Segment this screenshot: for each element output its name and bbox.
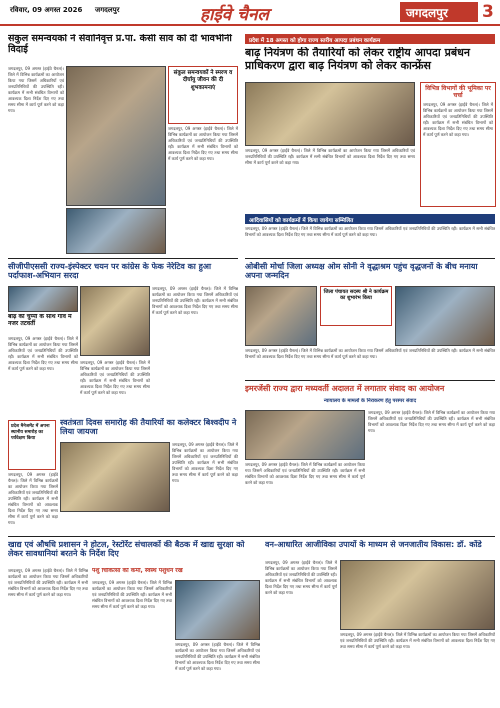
highlight-strip: आदिवासियों को कार्यक्रमों में किया जायेगा सम्मिलित — [245, 214, 495, 224]
flood-body: जगदलपुर, 09 अगस्त (हाईवे चैनल)। जिले में विभिन्न कार्यक्रमों का आयोजन किया गया जिसमें अधिकारियों एवं जनप्रतिनिधियों की उपस्थिति रही। कार्यक्रम में सभी संबंधित विभागों को आवश्यक दिशा निर्देश दिए गए तथा समय सीमा में कार्य पूर्ण करने को कहा गया। — [8, 336, 78, 371]
article-left-photo-1 — [66, 66, 166, 206]
side-box — [420, 82, 496, 207]
food-body-2: जगदलपुर, 09 अगस्त (हाईवे चैनल)। जिले में विभिन्न कार्यक्रमों का आयोजन किया गया जिसमें अधिकारियों एवं जनप्रतिनिधियों की उपस्थिति रही। कार्यक्रम में सभी संबंधित विभागों को आवश्यक दिशा निर्देश दिए गए तथा समय सीमा में कार्य पूर्ण करने को कहा गया। — [175, 642, 260, 671]
headline-tribal: वन-आधारित आजीविका उपायों के माध्यम से जनजातीय विकास: डॉ. कोंडे — [265, 540, 482, 549]
headline-food: खाद्य एवं औषधि प्रशासन ने होटल, रेस्टोरेंट संचालकों की बैठक में खाद्य सुरक्षा को लेकर सावधानियां बरतने के निर्देश दिए — [8, 540, 245, 559]
masthead-label: जगदलपुर — [400, 2, 478, 22]
edition-city: जगदलपुर — [95, 6, 120, 14]
headline-flood-small: बाढ़ की चुप्पी के साथ गांव में नजर तटवर्ती — [8, 314, 72, 327]
article-left-body: जगदलपुर, 09 अगस्त (हाईवे चैनल)। जिले में विभिन्न कार्यक्रमों का आयोजन किया गया जिसमें अधिकारियों एवं जनप्रतिनिधियों की उपस्थिति रही। कार्यक्रम में सभी संबंधित विभागों को आवश्यक दिशा निर्देश दिए गए तथा समय सीमा में कार्य पूर्ण करने को कहा गया। — [8, 66, 64, 113]
pullquote-box: संकुल समन्वयकों ने स्मरण व दीर्घायु जीवन की दी शुभकामनाएं — [168, 66, 238, 124]
page-number: 3 — [482, 2, 494, 22]
tribal-photo — [340, 560, 495, 630]
food-body: जगदलपुर, 09 अगस्त (हाईवे चैनल)। जिले में विभिन्न कार्यक्रमों का आयोजन किया गया जिसमें अधिकारियों एवं जनप्रतिनिधियों की उपस्थिति रही। कार्यक्रम में सभी संबंधित विभागों को आवश्यक दिशा निर्देश दिए गए तथा समय सीमा में कार्य पूर्ण करने को कहा गया। — [8, 568, 88, 597]
divider — [8, 536, 495, 537]
obc-body: जगदलपुर, 09 अगस्त (हाईवे चैनल)। जिले में विभिन्न कार्यक्रमों का आयोजन किया गया जिसमें अधिकारियों एवं जनप्रतिनिधियों की उपस्थिति रही। कार्यक्रम में सभी संबंधित विभागों को आवश्यक दिशा निर्देश दिए गए तथा समय सीमा में कार्य पूर्ण करने को कहा गया। — [245, 348, 495, 359]
divider — [245, 380, 495, 381]
page-header — [0, 0, 500, 26]
headline-cbi: सीजीपीएससी राज्य-इंस्पेक्टर चयन पर कांग्रेस के फेक नेरेटिव का हुआ पर्दाफाश-अभियान सरदा — [8, 262, 212, 281]
tribal-body: जगदलपुर, 09 अगस्त (हाईवे चैनल)। जिले में विभिन्न कार्यक्रमों का आयोजन किया गया जिसमें अधिकारियों एवं जनप्रतिनिधियों की उपस्थिति रही। कार्यक्रम में सभी संबंधित विभागों को आवश्यक दिशा निर्देश दिए गए तथा समय सीमा में कार्य पूर्ण करने को कहा गया। — [265, 560, 337, 595]
side-box-body: जगदलपुर, 09 अगस्त (हाईवे चैनल)। जिले में विभिन्न कार्यक्रमों का आयोजन किया गया जिसमें अधिकारियों एवं जनप्रतिनिधियों की उपस्थिति रही। कार्यक्रम में सभी संबंधित विभागों को आवश्यक दिशा निर्देश दिए गए तथा समय सीमा में कार्य पूर्ण करने को कहा गया। — [423, 102, 493, 138]
conference-photo — [245, 82, 415, 146]
obc-photo-2 — [395, 286, 495, 346]
article-left-body-2: जगदलपुर, 09 अगस्त (हाईवे चैनल)। जिले में विभिन्न कार्यक्रमों का आयोजन किया गया जिसमें अधिकारियों एवं जनप्रतिनिधियों की उपस्थिति रही। कार्यक्रम में सभी संबंधित विभागों को आवश्यक दिशा निर्देश दिए गए तथा समय सीमा में कार्य पूर्ण करने को कहा गया। — [168, 126, 238, 161]
headline-independence: स्वतंत्रता दिवस समारोह की तैयारियों का कलेक्टर बिश्वदीप ने लिया जायजा — [60, 418, 237, 437]
indep-body-2: जगदलपुर, 09 अगस्त (हाईवे चैनल)। जिले में विभिन्न कार्यक्रमों का आयोजन किया गया जिसमें अधिकारियों एवं जनप्रतिनिधियों की उपस्थिति रही। कार्यक्रम में सभी संबंधित विभागों को आवश्यक दिशा निर्देश दिए गए तथा समय सीमा में कार्य पूर्ण करने को कहा गया। — [8, 472, 58, 525]
obc-side-note: जिला पंचायत सदस्य श्री ने कार्यक्रम का शुभारंभ किया — [320, 286, 392, 326]
cbi-body-2: जगदलपुर, 09 अगस्त (हाईवे चैनल)। जिले में विभिन्न कार्यक्रमों का आयोजन किया गया जिसमें अधिकारियों एवं जनप्रतिनिधियों की उपस्थिति रही। कार्यक्रम में सभी संबंधित विभागों को आवश्यक दिशा निर्देश दिए गए तथा समय सीमा में कार्य पूर्ण करने को कहा गया। — [80, 360, 150, 395]
court-body: जगदलपुर, 09 अगस्त (हाईवे चैनल)। जिले में विभिन्न कार्यक्रमों का आयोजन किया गया जिसमें अधिकारियों एवं जनप्रतिनिधियों की उपस्थिति रही। कार्यक्रम में सभी संबंधित विभागों को आवश्यक दिशा निर्देश दिए गए तथा समय सीमा में कार्य पूर्ण करने को कहा गया। — [368, 410, 495, 433]
issue-date: रविवार, 09 अगस्त 2026 — [10, 6, 83, 14]
cbi-body: जगदलपुर, 09 अगस्त (हाईवे चैनल)। जिले में विभिन्न कार्यक्रमों का आयोजन किया गया जिसमें अधिकारियों एवं जनप्रतिनिधियों की उपस्थिति रही। कार्यक्रम में सभी संबंधित विभागों को आवश्यक दिशा निर्देश दिए गए तथा समय सीमा में कार्य पूर्ण करने को कहा गया। — [152, 286, 238, 315]
gender-body: जगदलपुर, 09 अगस्त (हाईवे चैनल)। जिले में विभिन्न कार्यक्रमों का आयोजन किया गया जिसमें अधिकारियों एवं जनप्रतिनिधियों की उपस्थिति रही। कार्यक्रम में सभी संबंधित विभागों को आवश्यक दिशा निर्देश दिए गए तथा समय सीमा में कार्य पूर्ण करने को कहा गया। — [92, 580, 172, 609]
headline-gender: पशु चिकित्सा की कमी, स्वस्थ पशुधन रखें — [92, 568, 183, 574]
conference-body: जगदलपुर, 09 अगस्त (हाईवे चैनल)। जिले में विभिन्न कार्यक्रमों का आयोजन किया गया जिसमें अधिकारियों एवं जनप्रतिनिधियों की उपस्थिति रही। कार्यक्रम में सभी संबंधित विभागों को आवश्यक दिशा निर्देश दिए गए तथा समय सीमा में कार्य पूर्ण करने को कहा गया। — [245, 148, 415, 165]
side-box-title: विभिन्न विभागों की भूमिका पर चर्चा — [425, 85, 491, 100]
headline-left: संकुल समन्वयकों ने सेवानिवृत्त प्र.पा. केसी साव को दी भावभीनी विदाई — [8, 34, 232, 55]
divider — [245, 258, 495, 259]
indep-body: जगदलपुर, 09 अगस्त (हाईवे चैनल)। जिले में विभिन्न कार्यक्रमों का आयोजन किया गया जिसमें अधिकारियों एवं जनप्रतिनिधियों की उपस्थिति रही। कार्यक्रम में सभी संबंधित विभागों को आवश्यक दिशा निर्देश दिए गए तथा समय सीमा में कार्य पूर्ण करने को कहा गया। — [172, 442, 238, 483]
cbi-portrait — [80, 286, 150, 356]
tribal-body-2: जगदलपुर, 09 अगस्त (हाईवे चैनल)। जिले में विभिन्न कार्यक्रमों का आयोजन किया गया जिसमें अधिकारियों एवं जनप्रतिनिधियों की उपस्थिति रही। कार्यक्रम में सभी संबंधित विभागों को आवश्यक दिशा निर्देश दिए गए तथा समय सीमा में कार्य पूर्ण करने को कहा गया। — [340, 632, 495, 649]
highlight-body: जगदलपुर, 09 अगस्त (हाईवे चैनल)। जिले में विभिन्न कार्यक्रमों का आयोजन किया गया जिसमें अधिकारियों एवं जनप्रतिनिधियों की उपस्थिति रही। कार्यक्रम में सभी संबंधित विभागों को आवश्यक दिशा निर्देश दिए गए तथा समय सीमा में कार्य पूर्ण करने को कहा गया। — [245, 226, 495, 237]
court-photo — [245, 410, 365, 460]
headline-right: बाढ़ नियंत्रण की तैयारियों को लेकर राष्ट्रीय आपदा प्रबंधन प्राधिकरण द्वारा बाढ़ नियंत्रण को लेकर कान्फ्रेंस — [245, 47, 470, 72]
divider — [8, 258, 238, 259]
food-photo — [175, 580, 260, 640]
obc-photo — [245, 286, 317, 346]
court-body-2: जगदलपुर, 09 अगस्त (हाईवे चैनल)। जिले में विभिन्न कार्यक्रमों का आयोजन किया गया जिसमें अधिकारियों एवं जनप्रतिनिधियों की उपस्थिति रही। कार्यक्रम में सभी संबंधित विभागों को आवश्यक दिशा निर्देश दिए गए तथा समय सीमा में कार्य पूर्ण करने को कहा गया। — [245, 462, 365, 485]
indep-photo — [60, 442, 170, 512]
article-left-photo-2 — [66, 208, 166, 254]
cbi-photo-small — [8, 286, 78, 312]
headline-court: इमरजेंसी राज्य द्वारा मध्यवर्ती अदालत में लगातार संवाद का आयोजन — [245, 384, 445, 393]
subline-court: न्यायालय के मामलों के निराकरण हेतु परस्पर संवाद — [323, 398, 417, 404]
top-strip: प्रदेश में 18 अगस्त को होगा राज्य स्तरीय आपदा प्रबंधन कार्यक्रम — [245, 34, 495, 44]
indep-side-note: प्रदेश मैनेजमेंट में अपना स्थानीय समारोह का पर्यवेक्षण किया — [8, 420, 56, 470]
headline-obc: ओबीसी मोर्चा जिला अध्यक्ष ओम सोनी ने वृद्धाश्रम पहुंच वृद्धजनों के बीच मनाया अपना जन्मदिन — [245, 262, 478, 281]
brand-logo: हाईवे चैनल — [200, 5, 269, 25]
